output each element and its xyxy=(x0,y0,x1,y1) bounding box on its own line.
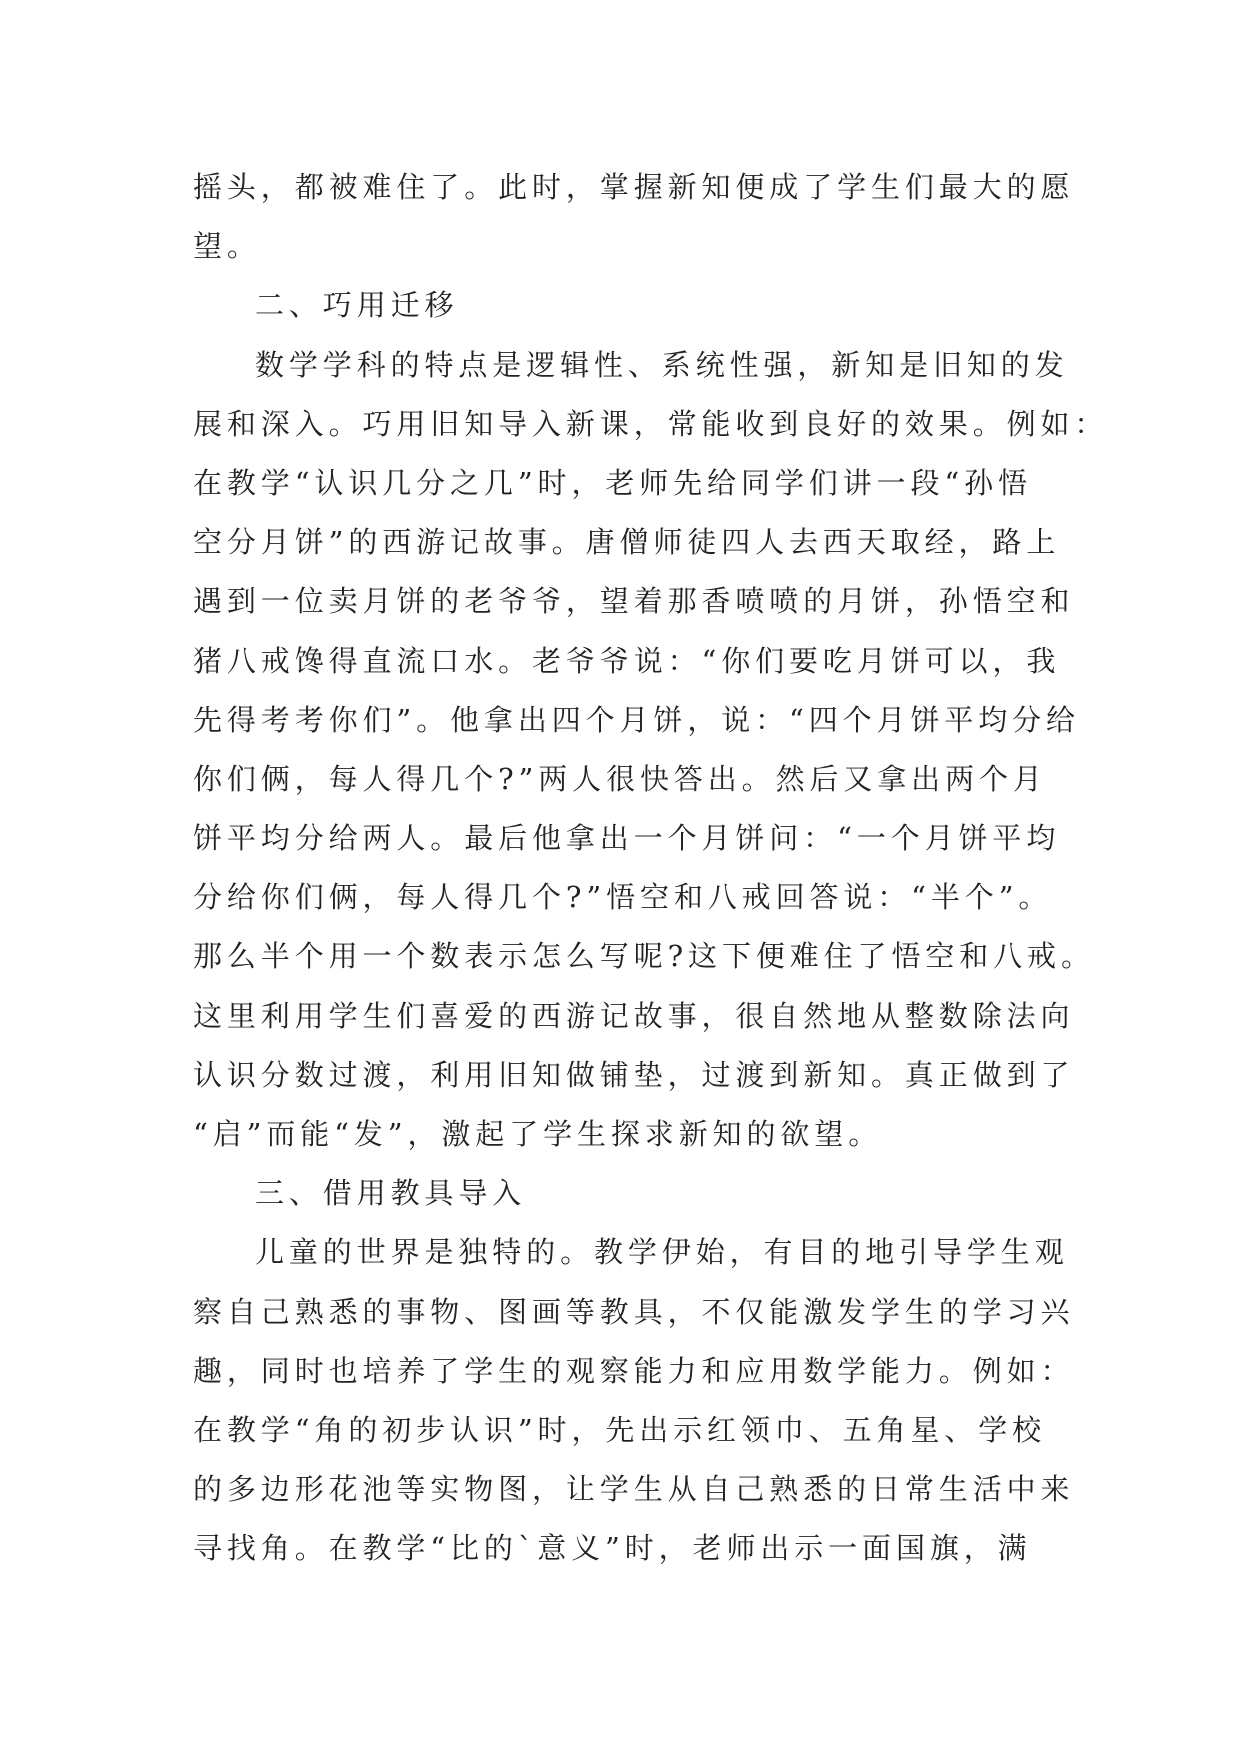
text-line: 饼平均分给两人。最后他拿出一个月饼问：“一个月饼平均 xyxy=(193,821,1061,856)
text-line: 展和深入。巧用旧知导入新课，常能收到良好的效果。例如： xyxy=(193,406,1109,441)
text-line: 空分月饼”的西游记故事。唐僧师徒四人去西天取经，路上 xyxy=(193,525,1061,560)
document-body xyxy=(193,158,1109,1579)
text-line: 猪八戒馋得直流口水。老爷爷说：“你们要吃月饼可以，我 xyxy=(193,643,1061,678)
text-line: 三、借用教具导入 xyxy=(255,1176,527,1211)
text-line: 望。 xyxy=(193,229,261,264)
text-line: 分给你们俩，每人得几个?”悟空和八戒回答说：“半个”。 xyxy=(193,880,1053,915)
text-line: 寻找角。在教学“比的`意义”时，老师出示一面国旗，满 xyxy=(193,1531,1032,1566)
text-line: 遇到一位卖月饼的老爷爷，望着那香喷喷的月饼，孙悟空和 xyxy=(193,584,1075,619)
text-line: 这里利用学生们喜爱的西游记故事，很自然地从整数除法向 xyxy=(193,998,1075,1033)
text-line: 认识分数过渡，利用旧知做铺垫，过渡到新知。真正做到了 xyxy=(193,1057,1075,1092)
text-line: 那么半个用一个数表示怎么写呢?这下便难住了悟空和八戒。 xyxy=(193,939,1095,974)
text-line: 二、巧用迁移 xyxy=(255,288,459,323)
text-line: 趣，同时也培养了学生的观察能力和应用数学能力。例如： xyxy=(193,1353,1075,1388)
text-line: 数学学科的特点是逻辑性、系统性强，新知是旧知的发 xyxy=(255,347,1069,382)
text-line: 在教学“角的初步认识”时，先出示红领巾、五角星、学校 xyxy=(193,1412,1047,1447)
text-line: 儿童的世界是独特的。教学伊始，有目的地引导学生观 xyxy=(255,1235,1069,1270)
text-line: 的多边形花池等实物图，让学生从自己熟悉的日常生活中来 xyxy=(193,1472,1075,1507)
text-line: 你们俩，每人得几个?”两人很快答出。然后又拿出两个月 xyxy=(193,761,1047,796)
text-line: 先得考考你们”。他拿出四个月饼，说：“四个月饼平均分给 xyxy=(193,702,1080,737)
text-line: 在教学“认识几分之几”时，老师先给同学们讲一段“孙悟 xyxy=(193,465,1032,500)
text-line: 察自己熟悉的事物、图画等教具，不仅能激发学生的学习兴 xyxy=(193,1294,1075,1329)
text-line: “启”而能“发”，激起了学生探求新知的欲望。 xyxy=(193,1117,883,1151)
text-line: 摇头，都被难住了。此时，掌握新知便成了学生们最大的愿 xyxy=(193,170,1075,204)
